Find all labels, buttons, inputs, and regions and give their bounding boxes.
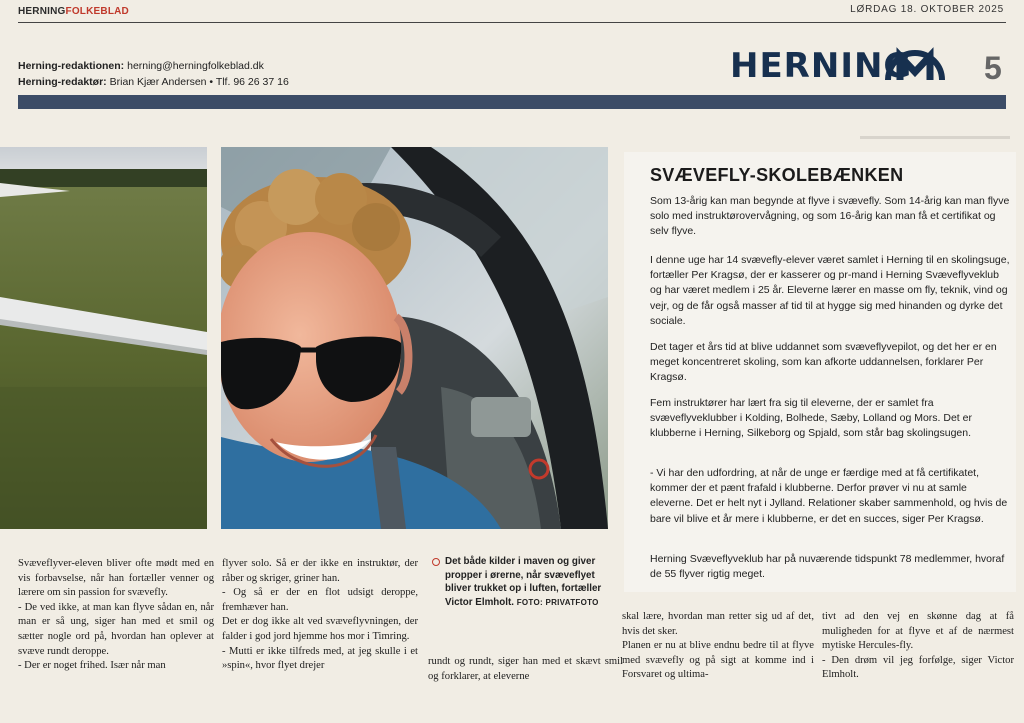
photo-credit: FOTO: PRIVATFOTO: [516, 597, 599, 607]
contact-editor-value: Brian Kjær Andersen • Tlf. 96 26 37 16: [109, 76, 289, 88]
body-paragraph: Det er dog ikke alt ved svæveflyvningen, der falder i god jord hjemme hos mor i Timring.: [222, 616, 418, 642]
photo-caption: [445, 555, 610, 609]
body-column-4: [622, 610, 814, 683]
section-bar: [18, 95, 1006, 109]
caption-text: Det både kilder i maven og giver propper i ørerne, når svæveflyet bliver trukket op i luften, fortæller Victor Elmholt.: [445, 556, 602, 608]
contact-info: [18, 58, 289, 90]
section-title: HERNING: [730, 46, 913, 86]
fact-box-title: SVÆVEFLY-SKOLEBÆNKEN: [650, 165, 904, 185]
fact-paragraph: Det tager et års tid at blive uddannet som svæveflyvepilot, og det her er en meget koncentreret skoling, som kan afkorte uddannelsen, forklarer Per Kragsø.: [650, 341, 997, 384]
body-paragraph: skal lære, hvordan man retter sig ud af det, hvis det sker.: [622, 611, 814, 637]
body-paragraph: Svæveflyver-eleven bliver ofte mødt med en vis forbavselse, når han fortæller venner og lærere om sin passion for svævefly.: [18, 558, 214, 599]
fact-paragraph: Fem instruktører har lært fra sig til eleverne, der er samlet fra svæveflyveklubber i Kolding, Bolhede, Sæby, Lolland og Mors. Det er klubberne i Herning, Silkeborg og Spjald, som står bag skolingsugen.: [650, 397, 972, 440]
page-number: 5: [984, 50, 1002, 86]
top-rule: [18, 22, 1006, 23]
contact-label-editorial: Herning-redaktionen:: [18, 60, 125, 72]
body-paragraph: - Og så er der en flot udsigt deroppe, fremhæver han.: [222, 587, 418, 613]
contact-label-editor: Herning-redaktør:: [18, 76, 107, 88]
body-paragraph: - Der er noget frihed. Især når man: [18, 660, 166, 672]
body-column-1: [18, 557, 214, 674]
body-column-2: [222, 557, 418, 674]
contact-line-editor: [18, 74, 289, 90]
boy-in-cockpit-photo: [221, 147, 608, 529]
herning-m-logo-icon: [880, 34, 950, 86]
body-column-5: [822, 610, 1014, 683]
fact-paragraph: - Vi har den udfordring, at når de unge er færdige med at få certifikatet, kommer der et pænt frafald i klubberne. Derfor prøver vi nu at samle eleverne. Det er helt nyt i Jylland. Relationer skaber sammenhold, og hvis de bare vil blive et år mere i klubberne, er det en succes, siger Per Kragsø.: [650, 467, 1008, 525]
body-paragraph: - De ved ikke, at man kan flyve sådan en, når man er så ung, siger han med et smil og sætter nogle ord på, hvordan han oplever at svæve rundt deroppe.: [18, 601, 214, 657]
body-paragraph: flyver solo. Så er der ikke en instruktør, der råber og skriger, griner han.: [222, 558, 418, 584]
body-paragraph: rundt og rundt, siger han med et skævt smil og forklarer, at eleverne: [428, 656, 623, 682]
contact-email[interactable]: herning@herningfolkeblad.dk: [127, 60, 264, 72]
glider-wing-photo: [0, 147, 207, 529]
caption-bullet-icon: [432, 558, 440, 566]
fact-paragraph: I denne uge har 14 svævefly-elever været samlet i Herning til en skolingsuge, fortæller Per Kragsø, der er kasserer og pr-mand i Herning Svæveflyveklub og har været medlem i 25 år. Eleverne lærer en masse om fly, teknik, vind og vejr, og de får også masser af tid til at hygge sig med hinanden og dyrke det sociale.: [650, 254, 1010, 327]
masthead-part-2: FOLKEBLAD: [65, 6, 129, 17]
body-paragraph: - Mutti er ikke tilfreds med, at jeg skulle i et »spin«, hvor flyet drejer: [222, 645, 418, 672]
masthead-part-1: HERNING: [18, 6, 66, 17]
body-paragraph: tivt ad den vej en skønne dag at få muligheden for at flyve et af de nærmest mytiske Hercules-fly.: [822, 611, 1014, 652]
fact-paragraph: Som 13-årig kan man begynde at flyve i svævefly. Som 14-årig kan man flyve solo med instruktørovervågning, og som 16-årig kan man få et certifikat og selv flyve.: [650, 195, 1010, 238]
masthead-logo-small: [18, 6, 129, 17]
issue-date: LØRDAG 18. OKTOBER 2025: [850, 4, 1004, 15]
body-column-3: [428, 655, 623, 684]
body-paragraph: - Den drøm vil jeg forfølge, siger Victor Elmholt.: [822, 654, 1014, 681]
fact-paragraph: Herning Svæveflyveklub har på nuværende tidspunkt 78 medlemmer, hvoraf de 55 flyver rigtig meget.: [650, 553, 1005, 581]
contact-line-editorial: [18, 58, 289, 74]
body-paragraph: Planen er nu at blive endnu bedre til at flyve med svævefly og på sigt at komme ind i Forsvaret og ultima-: [622, 640, 814, 681]
